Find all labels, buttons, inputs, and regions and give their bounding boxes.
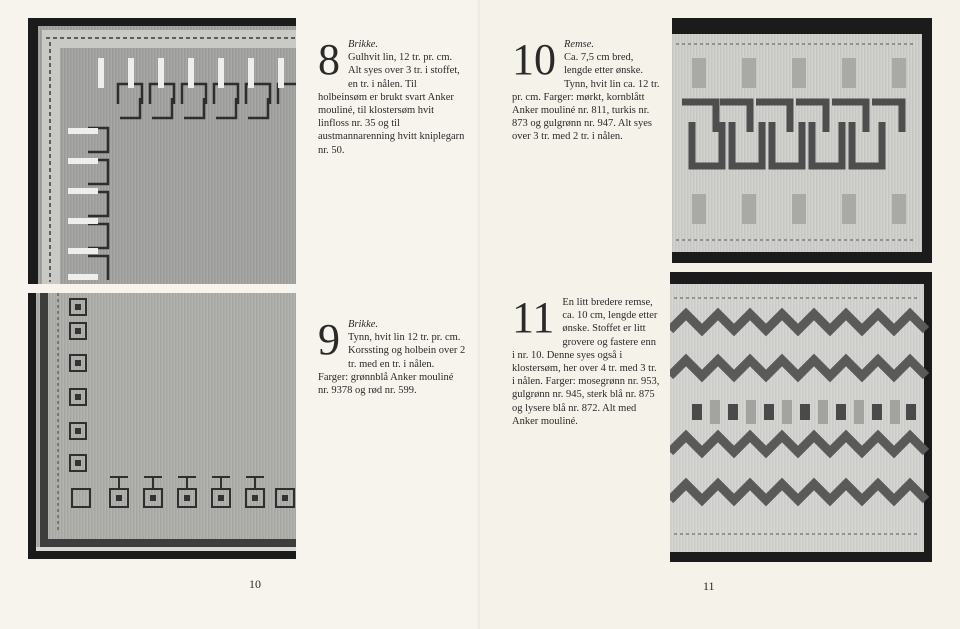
entry-title: Brikke. [348,319,379,330]
entry-title: Brikke. [348,39,379,50]
photo-11-embroidery [670,272,932,562]
entry-body: Ca. 7,5 cm bred, lengde etter ønske. Tynn, hvit lin ca. 12 tr. pr. cm. Farger: mørkt, kornblått Anker mouliné nr. 811, turkis nr. 873 og gulgrønn nr. 947. Alt syes over 3 tr. med 2 tr. i nålen. [512,52,660,143]
entry-number: 9 [318,315,340,364]
photo-10-embroidery [672,18,932,263]
entry-title: Remse. [564,39,595,50]
entry-number: 10 [512,35,556,84]
entry-number: 8 [318,35,340,84]
page-number: 10 [249,577,261,591]
entry-number: 11 [512,293,555,342]
photo-9-embroidery [28,293,296,559]
entry-body: Tynn, hvit lin 12 tr. pr. cm. Korssting og holbein over 2 tr. med en tr. i nålen. Farger: grønnblå Anker mouliné nr. 9378 og rød nr. 599. [318,332,466,397]
page-number: 11 [703,579,715,593]
entry-body: En litt bredere remse, ca. 10 cm, lengde etter ønske. Stoffet er litt grovere og fastere enn i nr. 10. Denne syes også i klostersøm, her over 4 tr. med 3 tr. i nålen. Farger: mosegrønn nr. 953, gulgrønn nr. 945, sterk blå nr. 875 og lysere blå nr. 872. Alt med Anker mouliné. [512,297,660,427]
entry-body: Gulhvit lin, 12 tr. pr. cm. Alt syes over 3 tr. i stoffet, en tr. i nålen. Til holbeinsøm er brukt svart Anker mouliné, til klostersøm hvit linfloss nr. 35 og til austmannarenning hvitt kniplegarn nr. 50. [318,52,465,156]
right-page [480,0,960,629]
photo-8-embroidery [28,18,296,284]
entry-8 [318,35,466,157]
entry-9 [318,315,466,397]
entry-10 [512,35,660,144]
entry-11 [512,293,660,428]
